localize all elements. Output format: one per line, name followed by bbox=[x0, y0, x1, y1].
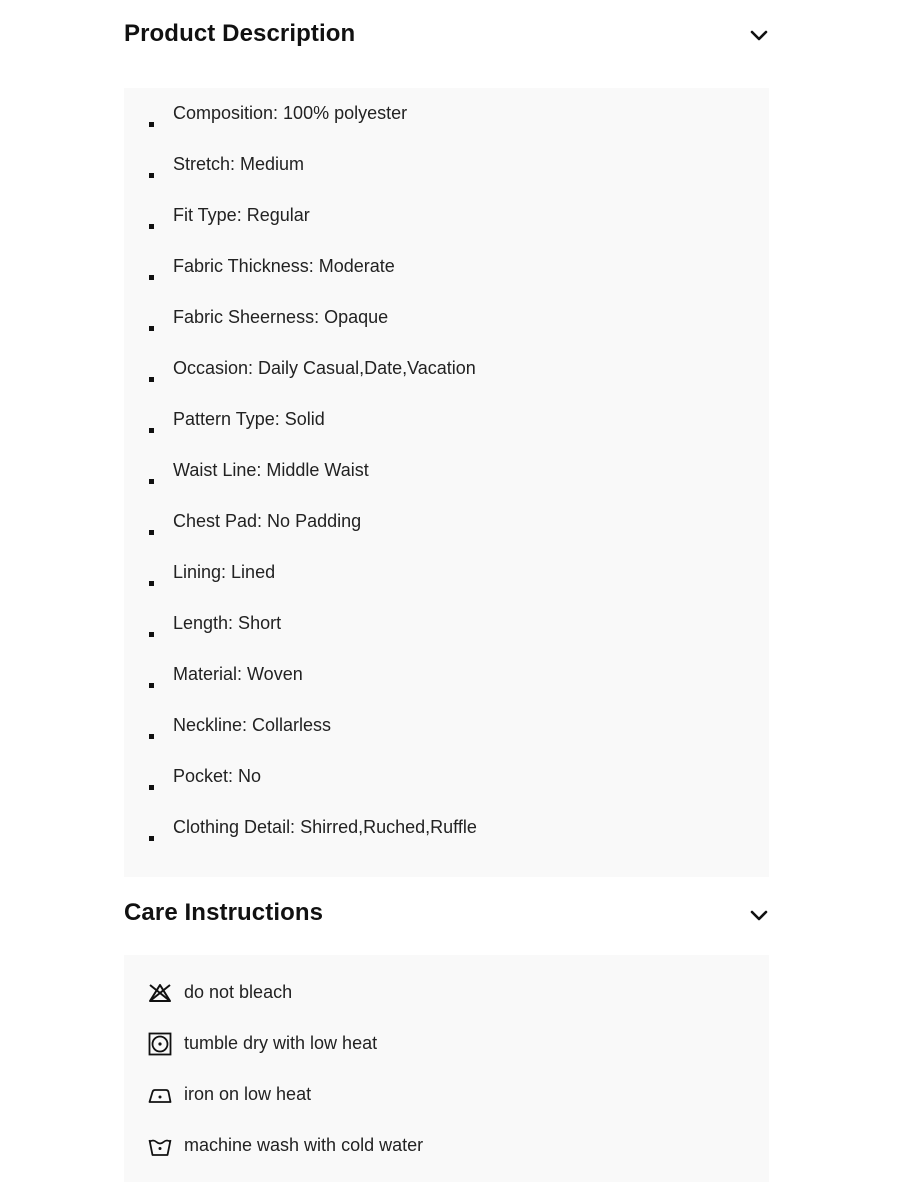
chevron-down-icon[interactable] bbox=[749, 906, 769, 926]
list-item: Length: Short bbox=[124, 598, 769, 649]
list-item: Fabric Thickness: Moderate bbox=[124, 241, 769, 292]
product-description-header[interactable] bbox=[124, 0, 769, 76]
list-item: Stretch: Medium bbox=[124, 139, 769, 190]
iron-low-icon bbox=[148, 1083, 172, 1107]
list-item: Pocket: No bbox=[124, 751, 769, 802]
list-item: Material: Woven bbox=[124, 649, 769, 700]
care-item-iron bbox=[124, 1069, 769, 1120]
list-item: Pattern Type: Solid bbox=[124, 394, 769, 445]
care-item-machine-wash bbox=[124, 1120, 769, 1171]
tumble-dry-low-icon bbox=[148, 1032, 172, 1056]
product-description-panel bbox=[124, 88, 769, 877]
list-item: Waist Line: Middle Waist bbox=[124, 445, 769, 496]
care-item-tumble-dry bbox=[124, 1018, 769, 1069]
list-item: Occasion: Daily Casual,Date,Vacation bbox=[124, 343, 769, 394]
do-not-bleach-icon bbox=[148, 981, 172, 1005]
list-item: Neckline: Collarless bbox=[124, 700, 769, 751]
list-item: Composition: 100% polyester bbox=[124, 88, 769, 139]
care-instructions-panel bbox=[124, 955, 769, 1182]
care-instructions-title: Care Instructions bbox=[124, 899, 324, 926]
product-details bbox=[124, 0, 769, 1182]
list-item: Lining: Lined bbox=[124, 547, 769, 598]
chevron-down-icon[interactable] bbox=[749, 26, 769, 46]
list-item: Clothing Detail: Shirred,Ruched,Ruffle bbox=[124, 802, 769, 853]
care-instructions-header[interactable] bbox=[124, 877, 769, 955]
care-item-label: tumble dry with low heat bbox=[184, 1033, 378, 1053]
product-description-list bbox=[124, 88, 769, 853]
care-item-do-not-bleach bbox=[124, 967, 769, 1018]
list-item: Fabric Sheerness: Opaque bbox=[124, 292, 769, 343]
list-item: Chest Pad: No Padding bbox=[124, 496, 769, 547]
care-item-label: do not bleach bbox=[184, 982, 293, 1002]
care-item-label: machine wash with cold water bbox=[184, 1135, 424, 1155]
machine-wash-cold-icon bbox=[148, 1134, 172, 1158]
product-description-title: Product Description bbox=[124, 20, 356, 47]
care-item-label: iron on low heat bbox=[184, 1084, 312, 1104]
list-item: Fit Type: Regular bbox=[124, 190, 769, 241]
